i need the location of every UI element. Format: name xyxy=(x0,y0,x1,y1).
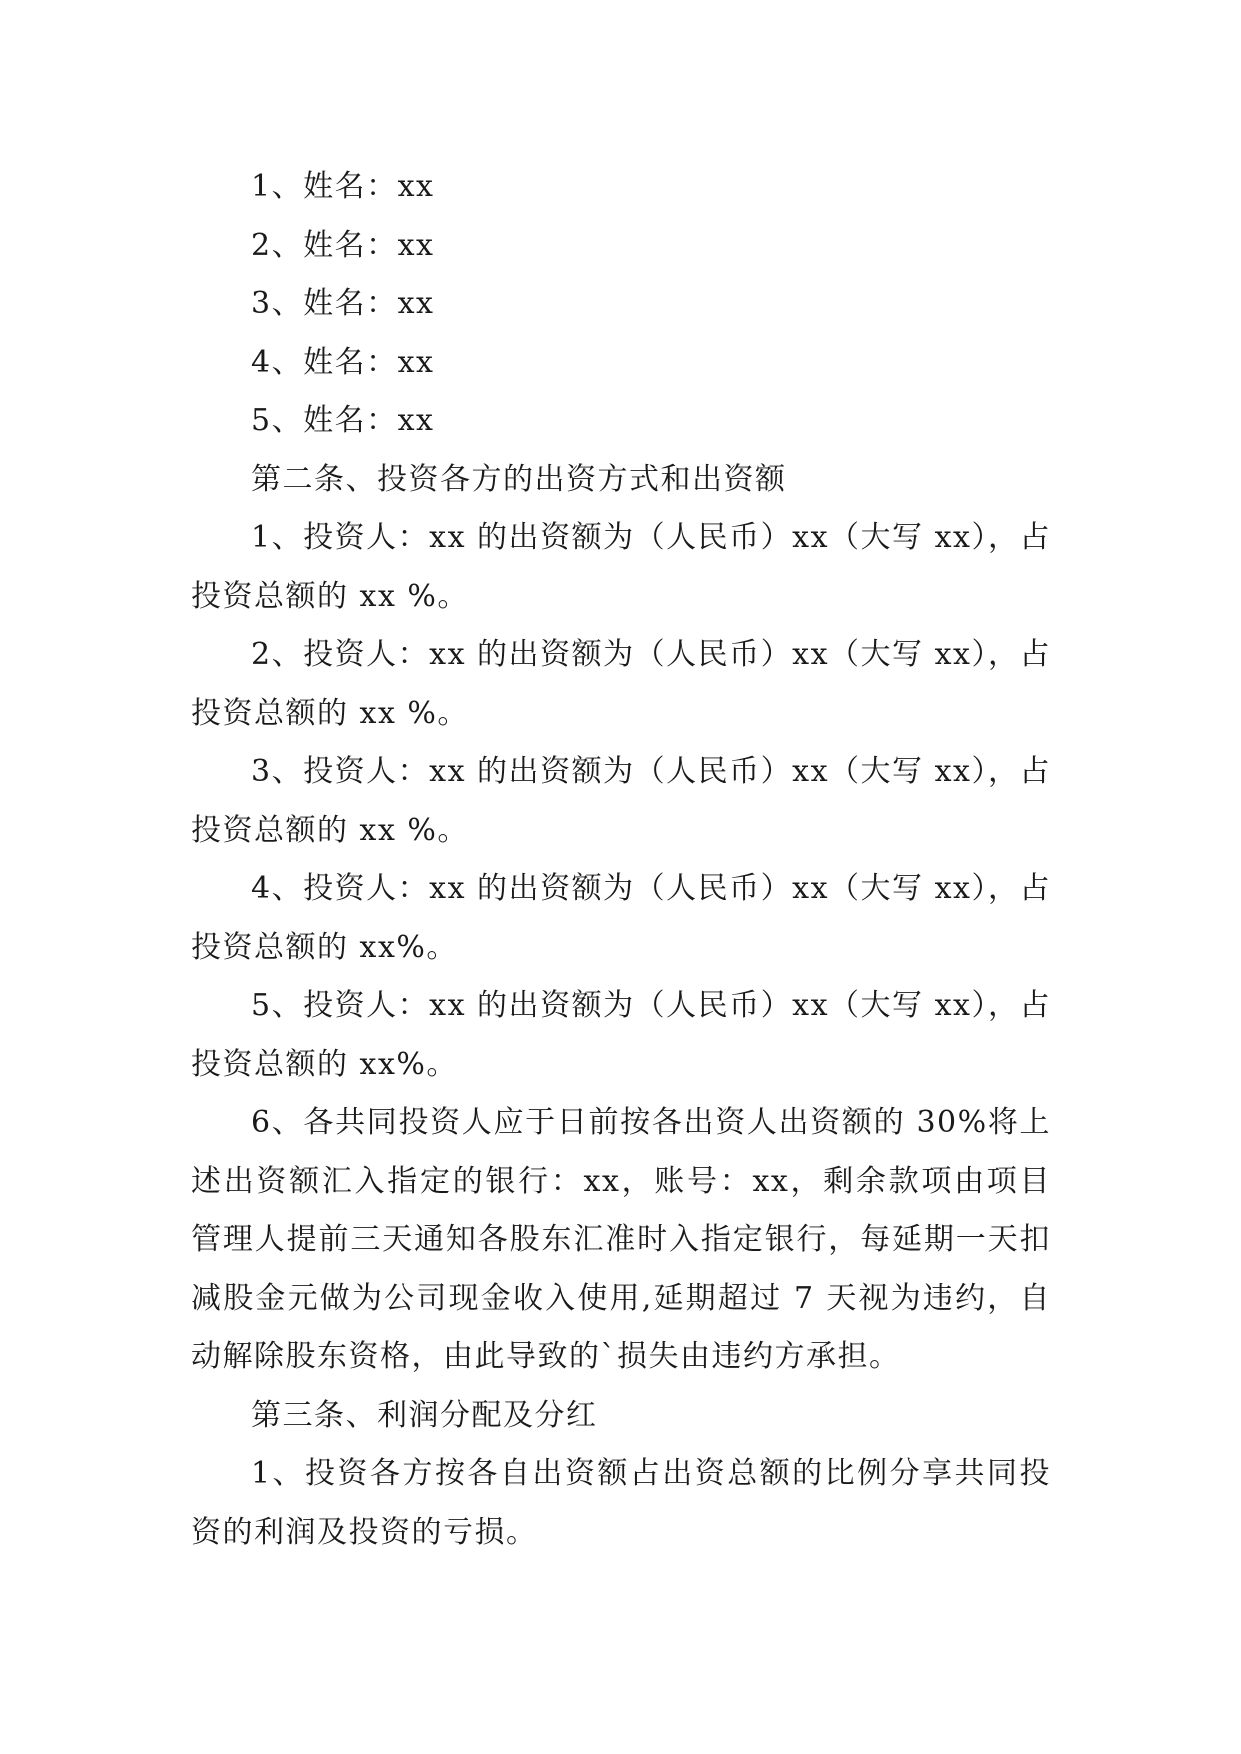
investment-clause-4: 4、投资人：xx 的出资额为（人民币）xx（大写 xx），占投资总额的 xx%。 xyxy=(191,871,1051,965)
investment-clause-6: 6、各共同投资人应于日前按各出资人出资额的 30%将上述出资额汇入指定的银行：xx，账号：xx，剩余款项由项目管理人提前三天通知各股东汇准时入指定银行，每延期一天扣减股金元做为公司现金收入使用,延期超过 7 天视为违约，自动解除股东资格，由此导致的`损失由违约方承担。 xyxy=(191,1105,1051,1374)
name-item-4: 4、姓名：xx xyxy=(251,344,435,380)
article-3-heading: 第三条、利润分配及分红 xyxy=(251,1397,598,1433)
document-body xyxy=(191,158,1051,1562)
investment-clause-2: 2、投资人：xx 的出资额为（人民币）xx（大写 xx），占投资总额的 xx %。 xyxy=(191,637,1051,731)
name-item-2: 2、姓名：xx xyxy=(251,227,435,263)
investment-clause-1: 1、投资人：xx 的出资额为（人民币）xx（大写 xx），占投资总额的 xx %。 xyxy=(191,520,1051,614)
investment-clause-5: 5、投资人：xx 的出资额为（人民币）xx（大写 xx），占投资总额的 xx%。 xyxy=(191,988,1051,1082)
investment-clause-3: 3、投资人：xx 的出资额为（人民币）xx（大写 xx），占投资总额的 xx %。 xyxy=(191,754,1051,848)
name-item-1: 1、姓名：xx xyxy=(251,169,435,204)
name-item-5: 5、姓名：xx xyxy=(251,403,435,438)
article-2-heading: 第二条、投资各方的出资方式和出资额 xyxy=(251,461,787,497)
name-item-3: 3、姓名：xx xyxy=(251,286,435,321)
profit-clause-1: 1、投资各方按各自出资额占出资总额的比例分享共同投资的利润及投资的亏损。 xyxy=(191,1456,1051,1550)
